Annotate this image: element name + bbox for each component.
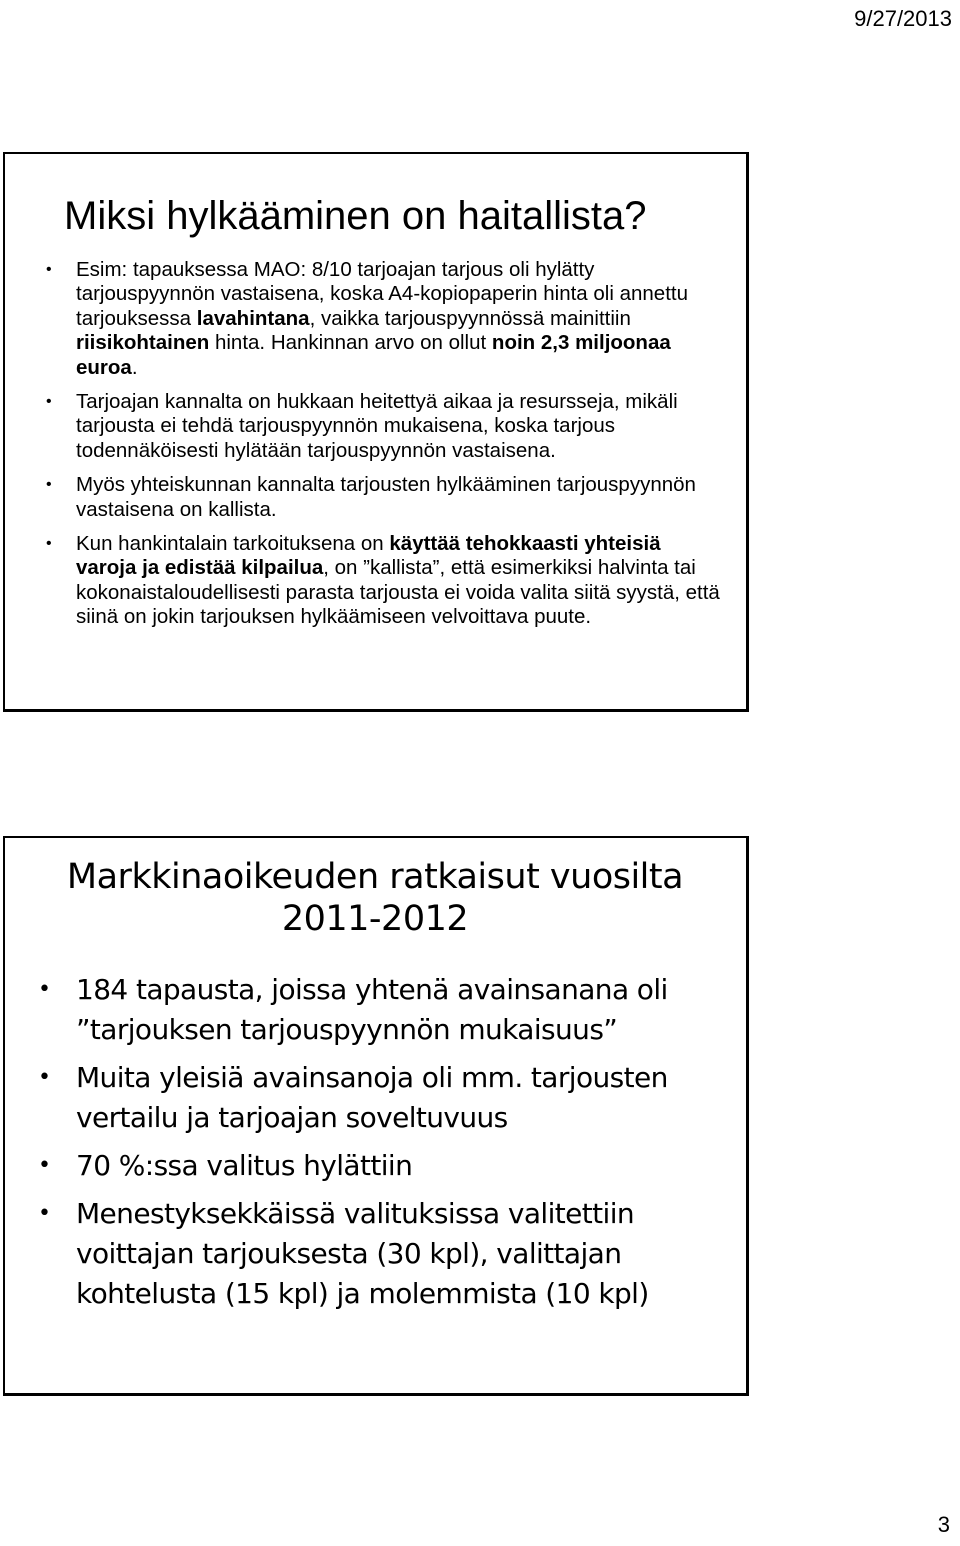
slide-1-bullet-list [46, 258, 726, 640]
bullet-icon: • [38, 1153, 51, 1178]
page-number: 3 [937, 1512, 950, 1537]
bullet-icon: • [38, 1065, 51, 1090]
slide-1-bullet-4: • Kun hankintalain tarkoituksena on käyttää tehokkaasti yhteisiä varoja ja edistää kilpailua, on ”kallista”, että esimerkiksi halvinta tai kokonaistaloudellisesti parasta tarjousta ei voida valita siitä syystä, että siinä on jokin tarjouksen hylkäämiseen velvoittava puute. [46, 532, 720, 629]
slide-1-bullet-3: • Myös yhteiskunnan kannalta tarjousten hylkääminen tarjouspyynnön vastaisena on kallista. [46, 473, 696, 521]
slide-2-bullet-2: • Muita yleisiä avainsanoja oli mm. tarjousten vertailu ja tarjoajan soveltuvuus [76, 1058, 736, 1138]
bullet-icon: • [46, 393, 52, 411]
slide-2-title: Markkinaoikeuden ratkaisut vuosilta 2011-2012 [66, 857, 684, 939]
bullet-icon: • [46, 535, 52, 553]
slide-2-bullet-1: • 184 tapausta, joissa yhtenä avainsanana oli ”tarjouksen tarjouspyynnön mukaisuus” [76, 970, 736, 1050]
slide-1-bullet-1: • Esim: tapauksessa MAO: 8/10 tarjoajan tarjous oli hylätty tarjouspyynnön vastaisena, koska A4-kopiopaperin hinta oli annettu tarjouksessa lavahintana, vaikka tarjouspyynnössä mainittiin riisikohtainen hinta. Hankinnan arvo on ollut noin 2,3 miljoonaa euroa. [46, 258, 688, 379]
slide-2-bullet-list [38, 970, 736, 1322]
bullet-icon: • [46, 476, 52, 494]
slide-2-bullet-4: • Menestyksekkäissä valituksissa valitettiin voittajan tarjouksesta (30 kpl), valittajan kohtelusta (15 kpl) ja molemmista (10 kpl) [76, 1194, 736, 1314]
slide-2-bullet-3: • 70 %:ssa valitus hylättiin [76, 1146, 736, 1186]
page-date: 9/27/2013 [854, 6, 952, 31]
bullet-icon: • [38, 977, 51, 1002]
bullet-icon: • [38, 1201, 51, 1226]
slide-1-bullet-2: • Tarjoajan kannalta on hukkaan heitettyä aikaa ja resursseja, mikäli tarjousta ei tehdä tarjouspyynnön mukaisena, koska tarjous todennäköisesti hylätään tarjouspyynnön vastaisena. [46, 390, 678, 462]
bullet-icon: • [46, 261, 52, 278]
slide-1-title: Miksi hylkääminen on haitallista? [64, 194, 647, 238]
